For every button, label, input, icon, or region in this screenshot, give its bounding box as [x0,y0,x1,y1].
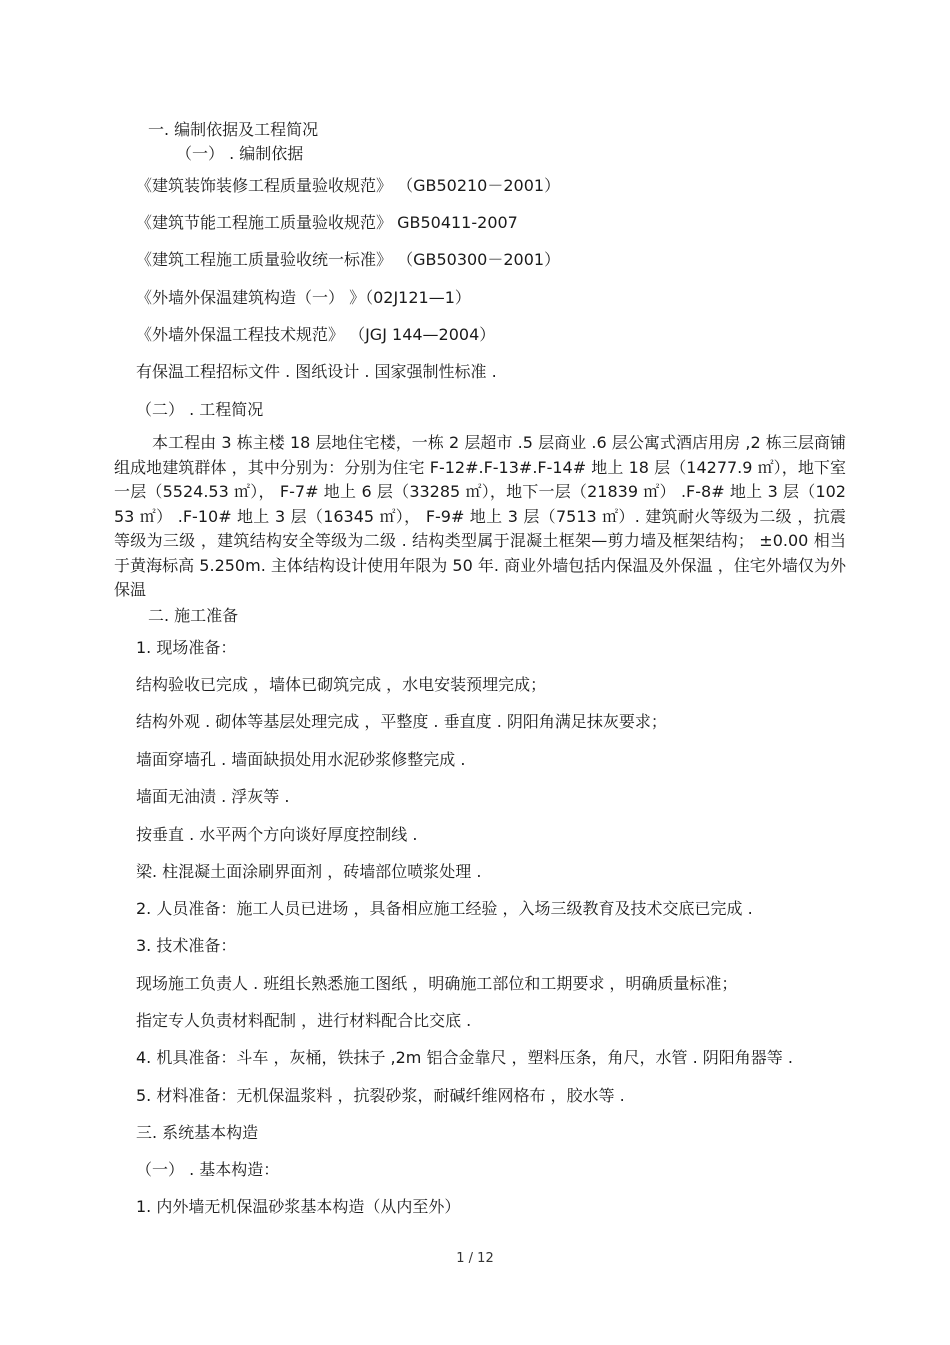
basis-item: 《外墙外保温建筑构造（一） 》（02J121—1） [136,288,471,307]
prep-item: 结构验收已完成 ，墙体已砌筑完成 ，水电安装预埋完成； [136,675,547,694]
basis-item: 《外墙外保温工程技术规范》 （JGJ 144—2004） [136,325,496,344]
section-title-3: 三. 系统基本构造 [136,1123,259,1142]
prep-item: 结构外观 . 砌体等基层处理完成 ，平整度 . 垂直度 . 阴阳角满足抹灰要求； [136,712,667,731]
basis-item: 《建筑节能工程施工质量验收规范》 GB50411-2007 [136,213,518,232]
section-title-2: 二. 施工准备 [148,606,239,625]
prep-item: 墙面穿墙孔 . 墙面缺损处用水泥砂浆修整完成 . [136,750,466,769]
prep-item: 指定专人负责材料配制 ，进行材料配合比交底 . [136,1011,472,1030]
prep-item: 2. 人员准备：施工人员已进场 ，具备相应施工经验 ，入场三级教育及技术交底已完成 . [136,899,753,918]
prep-item: 4. 机具准备：斗车 ，灰桶，铁抹子 ,2m 铝合金靠尺 ，塑料压条，角尺，水管 . 阴阳角器等 . [136,1048,793,1067]
prep-item: 5. 材料准备：无机保温浆料 ，抗裂砂浆，耐碱纤维网格布 ，胶水等 . [136,1086,625,1105]
prep-item: 梁. 柱混凝土面涂刷界面剂 ，砖墙部位喷浆处理 . [136,862,482,881]
section-title-1: 一. 编制依据及工程简况 [148,120,319,139]
basis-item: 《建筑工程施工质量验收统一标准》 （GB50300－2001） [136,250,561,269]
prep-item: 3. 技术准备： [136,936,237,955]
basis-item: 有保温工程招标文件 . 图纸设计 . 国家强制性标准 . [136,362,497,381]
subsection-heading-overview: （二） . 工程简况 [136,400,264,419]
subsection-heading-basis: （一） . 编制依据 [176,144,304,163]
prep-item: 墙面无油渍 . 浮灰等 . [136,787,290,806]
prep-item: 1. 现场准备： [136,638,237,657]
prep-item: 现场施工负责人 . 班组长熟悉施工图纸 ，明确施工部位和工期要求 ，明确质量标准； [136,974,738,993]
page-number: 1 / 12 [456,1251,494,1266]
basis-item: 《建筑装饰装修工程质量验收规范》 （GB50210－2001） [136,176,561,195]
subsection-heading-structure: （一） . 基本构造： [136,1160,280,1179]
structure-item: 1. 内外墙无机保温砂浆基本构造（从内至外） [136,1197,461,1216]
prep-item: 按垂直 . 水平两个方向谈好厚度控制线 . [136,825,418,844]
overview-paragraph: 本工程由 3 栋主楼 18 层地住宅楼，一栋 2 层超市 .5 层商业 .6 层公寓式酒店用房 ,2 栋三层商铺组成地建筑群体 ，其中分别为：分别为住宅 F-12#.F-13#.F-14# 地上 18 层（14277.9 ㎡），地下室一层（5524.53 ㎡）， F-7# 地上 6 层（33285 ㎡），地下一层（21839 ㎡） .F-8# 地上 3 层（10253 ㎡） .F-10# 地上 3 层（16345 ㎡）， F-9# 地上 3 层（7513 ㎡）. 建筑耐火等级为二级 ，抗震等级为三级 ，建筑结构安全等级为二级 . 结构类型属于混凝土框架—剪力墙及框架结构； ±0.00 相当于黄海标高 5.250m. 主体结构设计使用年限为 50 年. 商业外墙包括内保温及外保温 ，住宅外墙仅为外保温 [114,433,846,599]
